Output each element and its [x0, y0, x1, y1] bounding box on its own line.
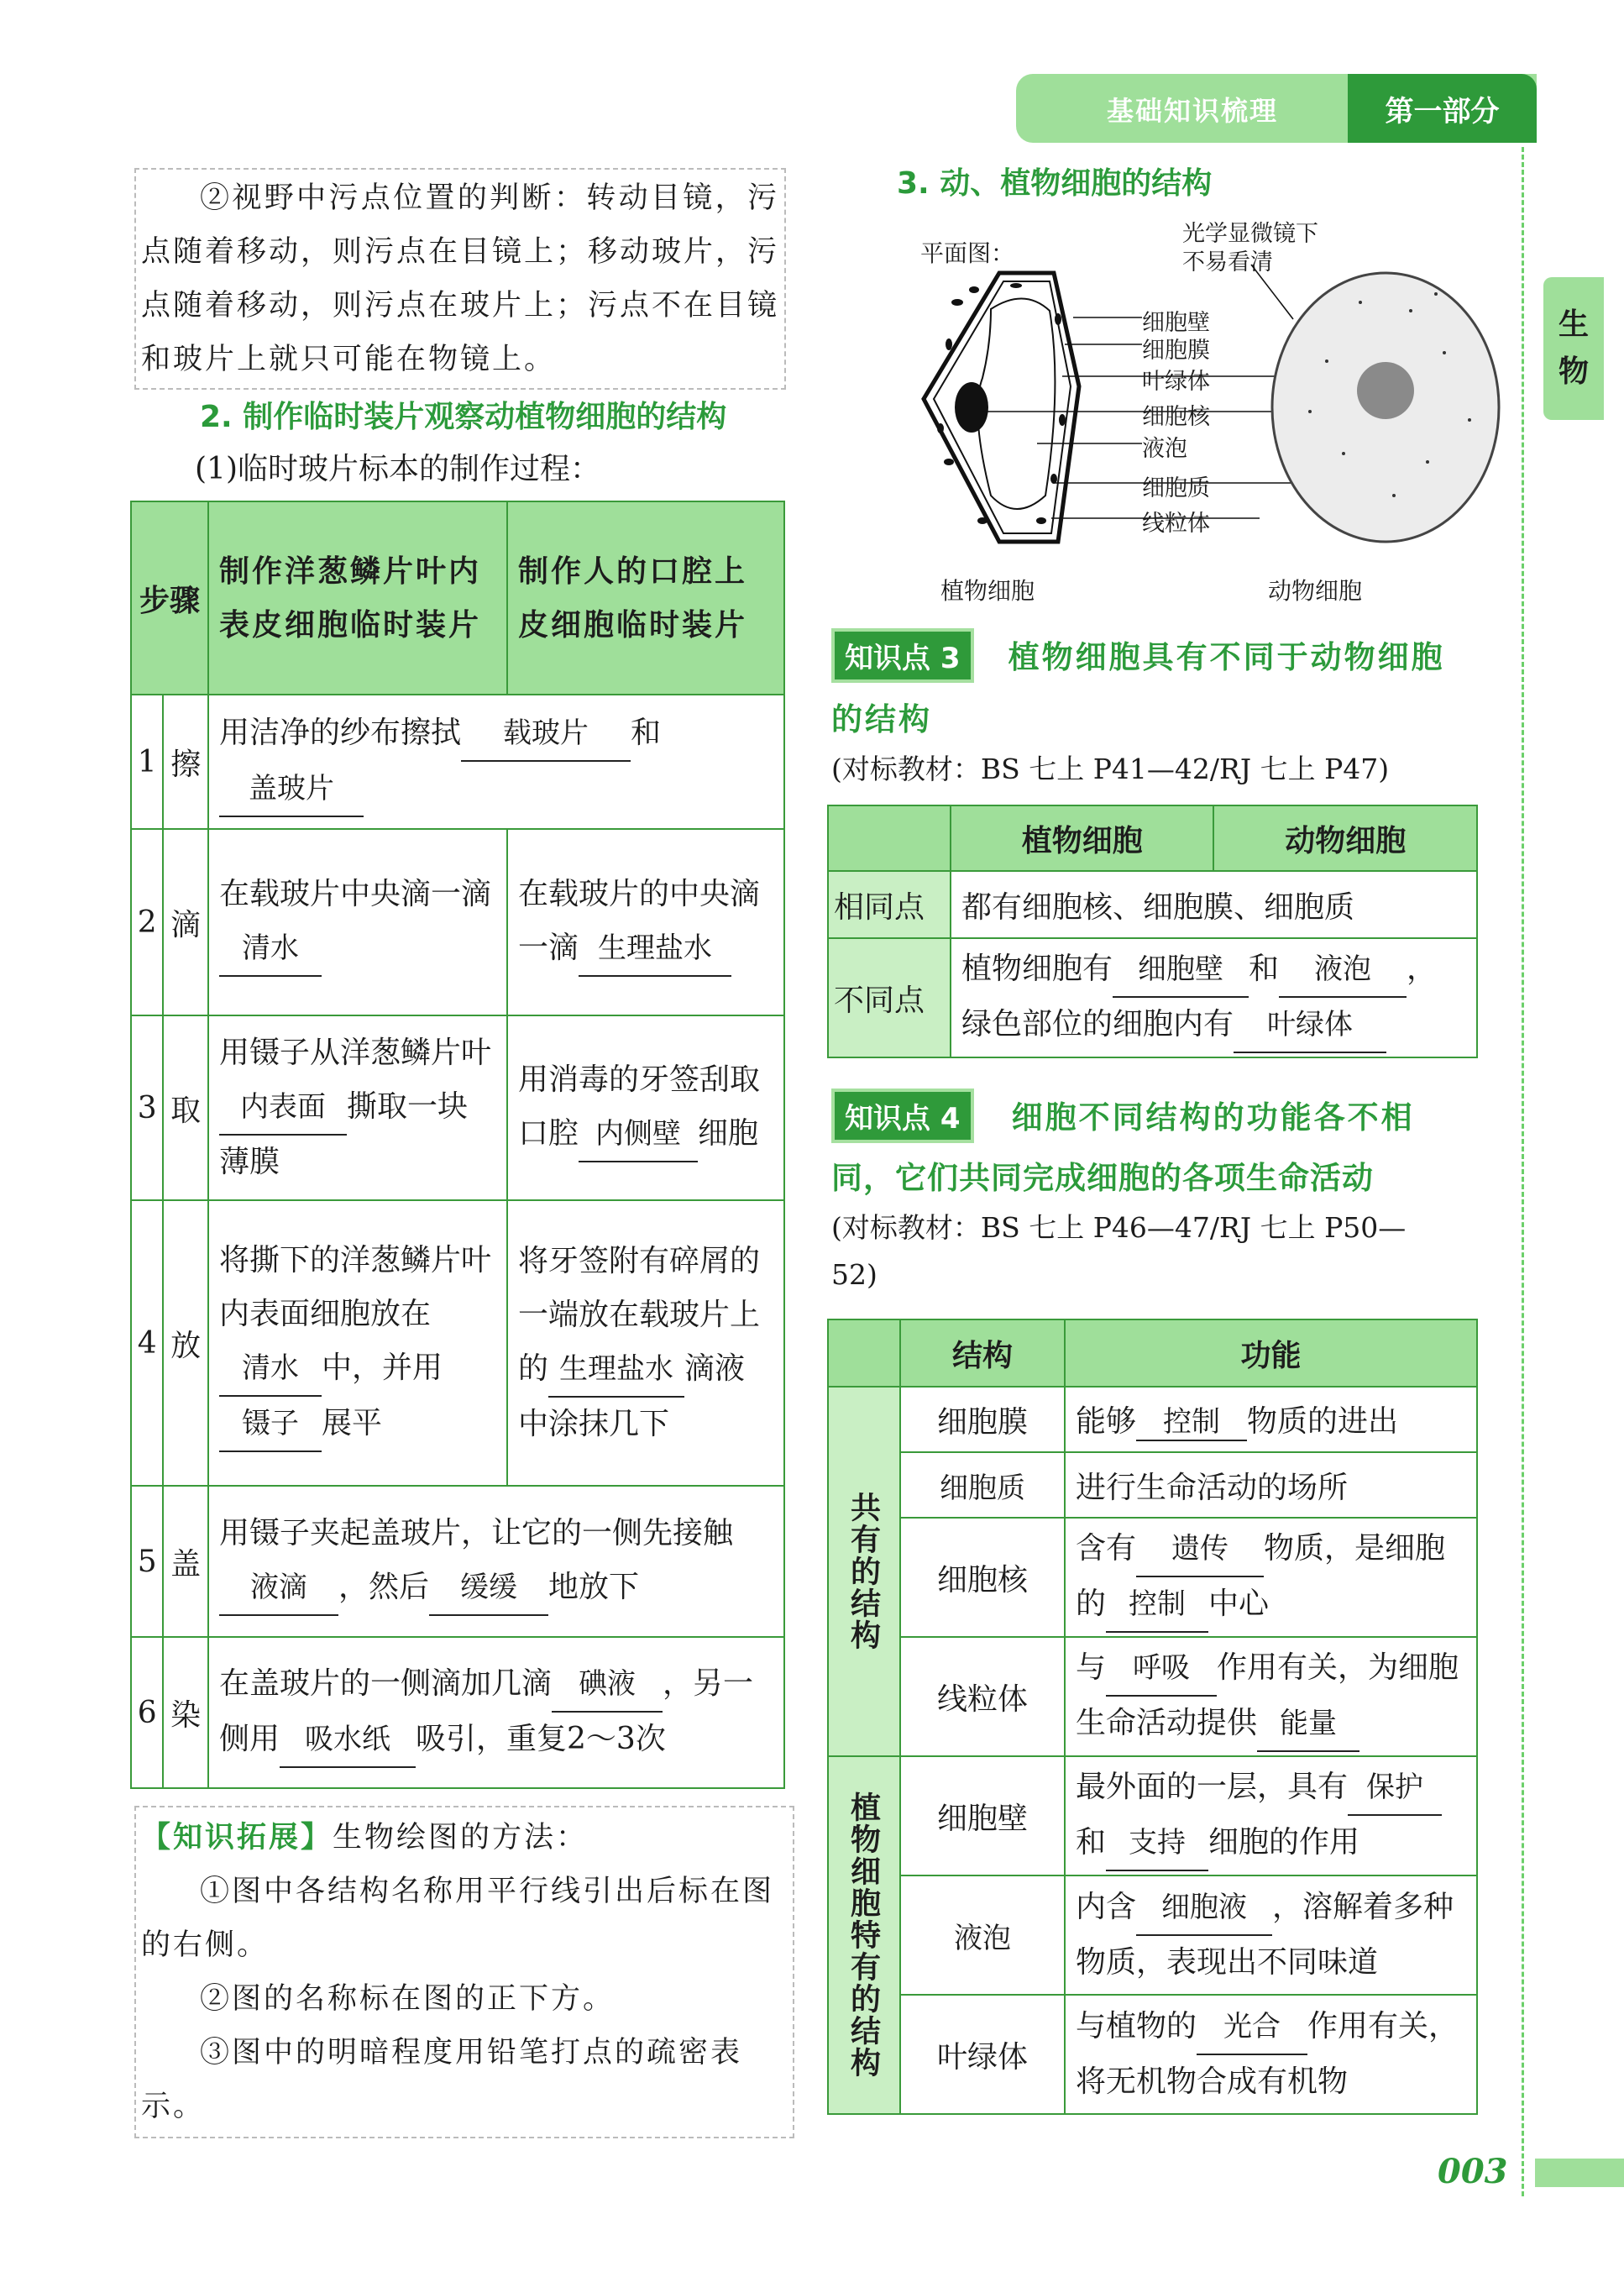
row-step: 擦 [163, 695, 208, 829]
cell-text: 植物细胞有 [961, 952, 1113, 986]
ext-title: 生物绘图的方法： [333, 1821, 589, 1854]
table-row [131, 829, 784, 1015]
kp4-group-common: 共有的结构 [828, 1387, 900, 1756]
kp4-reference-2: 52) [831, 1258, 877, 1291]
cell-text: 在载玻片中央滴一滴 [219, 877, 492, 911]
slide-prep-table [130, 501, 785, 1789]
ext-p2: ②图的名称标在图的正下方。 [200, 1982, 616, 2016]
label-chloroplast: 叶绿体 [1142, 369, 1210, 395]
cell-text: 用镊子夹起盖玻片，让它的一侧先接触 [219, 1516, 734, 1550]
cell-text: 含有 [1076, 1531, 1137, 1566]
answer-blank: 细胞液 [1136, 1881, 1272, 1936]
intro-text: ②视野中污点位置的判断：转动目镜，污点随着移动，则污点在目镜上；移动玻片，污点随着移动，则污点在玻片上；污点不在目镜和玻片上就只可能在物镜上。 [141, 181, 780, 376]
cell-text: 物质，是细胞的 [1076, 1531, 1446, 1621]
header-right-title: 第一部分 [1348, 74, 1537, 143]
kp3-title-2: 的结构 [831, 701, 932, 737]
row-step: 染 [163, 1637, 208, 1788]
answer-blank: 控制 [1136, 1398, 1247, 1441]
cell-text: 和 [1076, 1825, 1107, 1860]
kp4-title-2: 同，它们共同完成细胞的各项生命活动 [831, 1160, 1374, 1196]
caption-plant-cell: 植物细胞 [940, 577, 1035, 605]
answer-blank: 控制 [1106, 1577, 1208, 1633]
diagram-note-2: 不易看清 [1182, 249, 1273, 275]
answer-blank: 清水 [219, 921, 322, 977]
label-nucleus: 细胞核 [1142, 404, 1210, 430]
kp4-struct: 细胞核 [900, 1518, 1065, 1637]
row-step: 滴 [163, 829, 208, 1015]
label-cell-membrane: 细胞膜 [1142, 338, 1210, 364]
cell-text: 在载玻片的中央滴一滴 [518, 877, 761, 965]
kp4-struct: 液泡 [954, 1921, 1011, 1955]
kp3-title-1: 植物细胞具有不同于动物细胞 [1008, 639, 1445, 675]
answer-blank: 叶绿体 [1234, 998, 1386, 1053]
animal-nucleus-shape [1357, 362, 1414, 419]
table-row [131, 1015, 784, 1200]
row-num: 3 [131, 1015, 163, 1200]
row-num: 6 [131, 1637, 163, 1788]
kp3-reference: (对标教材：BS 七上 P41—42/RJ 七上 P47) [831, 753, 1390, 785]
kp4-corner [828, 1319, 900, 1387]
cell-text: 用消毒的牙签刮取口腔 [518, 1062, 761, 1151]
row-step: 盖 [163, 1486, 208, 1637]
th-step: 步骤 [131, 501, 208, 695]
intro-box [134, 168, 786, 390]
page-number: 003 [1438, 2152, 1508, 2191]
margin-dashed-line [1522, 147, 1524, 2196]
section2-title: 2. 制作临时装片观察动植物细胞的结构 [200, 400, 727, 434]
cell-text: 与 [1076, 1650, 1107, 1685]
answer-blank: 呼吸 [1106, 1641, 1217, 1697]
answer-blank: 载玻片 [461, 706, 631, 762]
answer-blank: 清水 [219, 1341, 322, 1397]
answer-blank: 缓缓 [429, 1561, 548, 1616]
answer-blank: 内表面 [219, 1080, 347, 1136]
cell-text: 内含 [1076, 1890, 1137, 1924]
cell-text: 撕取一块薄膜 [219, 1089, 469, 1179]
cell-text: 细胞 [698, 1116, 759, 1151]
kp4-struct: 线粒体 [900, 1637, 1065, 1756]
kp4-heading [831, 1089, 1415, 1143]
kp3-corner [828, 805, 951, 871]
ext-label: 【知识拓展】 [141, 1821, 333, 1854]
subject-side-tab [1543, 277, 1604, 420]
table-row [131, 1200, 784, 1486]
cell-text: 作用有关，为细胞生命活动提供 [1076, 1650, 1459, 1740]
kp3-h-plant: 植物细胞 [951, 805, 1213, 871]
answer-blank: 保护 [1348, 1760, 1442, 1816]
cell-text: ，另一侧用 [219, 1666, 754, 1756]
kp4-struct: 叶绿体 [900, 1995, 1065, 2114]
label-mitochondria: 线粒体 [1142, 511, 1210, 537]
kp4-struct: 细胞膜 [900, 1387, 1065, 1452]
cell-text: 作用有关，将无机物合成有机物 [1076, 2009, 1459, 2099]
kp3-tag: 知识点 3 [831, 628, 974, 683]
cell-text: ， [1407, 952, 1438, 986]
answer-blank: 吸水纸 [280, 1713, 416, 1768]
cell-text: 展平 [322, 1406, 383, 1440]
diagram-note-1: 光学显微镜下 [1182, 221, 1318, 247]
row-num: 2 [131, 829, 163, 1015]
cell-text: ，然后 [338, 1570, 430, 1604]
answer-blank: 支持 [1106, 1816, 1208, 1871]
row-num: 5 [131, 1486, 163, 1637]
side-tab-char-1: 生 [1558, 307, 1589, 342]
cell-text: 能够 [1076, 1404, 1137, 1439]
caption-animal-cell: 动物细胞 [1268, 577, 1363, 605]
plant-vacuole-shape [977, 298, 1055, 509]
kp4-reference-1: (对标教材：BS 七上 P46—47/RJ 七上 P50— [831, 1211, 1407, 1244]
kp3-h-animal: 动物细胞 [1213, 805, 1477, 871]
cell-text: 与植物的 [1076, 2009, 1197, 2043]
cell-text: 吸引，重复2～3次 [416, 1722, 666, 1756]
kp4-h-function: 功能 [1065, 1319, 1477, 1387]
answer-blank: 液滴 [219, 1561, 338, 1616]
cell-text: 和 [631, 716, 662, 750]
cell-text: 细胞的作用 [1208, 1825, 1360, 1860]
row-num: 1 [131, 695, 163, 829]
answer-blank: 细胞壁 [1113, 942, 1249, 998]
row-step: 放 [163, 1200, 208, 1486]
cell-text: 绿色部位的细胞内有 [961, 1007, 1234, 1041]
kp4-table [827, 1319, 1478, 2115]
answer-blank: 能量 [1257, 1697, 1359, 1752]
cell-text: 最外面的一层，具有 [1076, 1770, 1349, 1804]
answer-blank: 内侧壁 [579, 1107, 698, 1162]
answer-blank: 盖玻片 [219, 762, 364, 817]
answer-blank: 液泡 [1279, 942, 1407, 998]
ext-p1: ①图中各结构名称用平行线引出后标在图的右侧。 [141, 1875, 775, 1962]
table-row [131, 695, 784, 829]
knowledge-extension-box [134, 1806, 794, 2138]
cell-text: 中，并用 [322, 1351, 443, 1385]
table-row [131, 1486, 784, 1637]
row-num: 4 [131, 1200, 163, 1486]
cell-text: 地放下 [548, 1570, 640, 1604]
kp4-tag: 知识点 4 [831, 1089, 974, 1143]
kp3-same-text: 都有细胞核、细胞膜、细胞质 [951, 871, 1477, 938]
kp4-struct: 细胞壁 [900, 1756, 1065, 1875]
cell-text: 进行生命活动的场所 [1065, 1452, 1477, 1518]
cell-text: 和 [1249, 952, 1280, 986]
cell-text: 用镊子从洋葱鳞片叶 [219, 1036, 492, 1070]
cell-text: 中心 [1208, 1587, 1270, 1621]
section2-subtitle: (1)临时玻片标本的制作过程： [195, 452, 600, 486]
cell-diagram [890, 210, 1511, 613]
table-row [131, 1637, 784, 1788]
kp4-struct: 细胞质 [940, 1471, 1025, 1505]
cell-text: 用洁净的纱布擦拭 [219, 716, 462, 750]
answer-blank: 镊子 [219, 1397, 322, 1452]
answer-blank: 遗传 [1136, 1522, 1264, 1577]
footer-bar [1535, 2159, 1624, 2187]
kp3-diff-label: 不同点 [828, 938, 951, 1057]
th-onion: 制作洋葱鳞片叶内表皮细胞临时装片 [208, 501, 507, 695]
cell-text: 在盖玻片的一侧滴加几滴 [219, 1666, 553, 1701]
row-step: 取 [163, 1015, 208, 1200]
cell-text: 将撕下的洋葱鳞片叶内表面细胞放在 [219, 1243, 492, 1331]
kp3-same-label: 相同点 [828, 871, 951, 938]
answer-blank: 生理盐水 [579, 921, 731, 977]
kp3-heading [831, 628, 1445, 683]
answer-blank: 光合 [1197, 2000, 1307, 2055]
label-cell-wall: 细胞壁 [1142, 310, 1210, 336]
answer-blank: 生理盐水 [548, 1342, 684, 1398]
label-cytoplasm: 细胞质 [1142, 475, 1210, 501]
cell-text: ，溶解着多种物质，表现出不同味道 [1076, 1890, 1454, 1980]
section3-title: 3. 动、植物细胞的结构 [897, 166, 1213, 201]
kp4-group-plant-only: 植物细胞特有的结构 [828, 1756, 900, 2114]
kp4-h-structure: 结构 [900, 1319, 1065, 1387]
answer-blank: 碘液 [552, 1657, 663, 1713]
kp3-table [827, 805, 1478, 1058]
diagram-plane-label: 平面图： [920, 239, 1015, 267]
cell-text: 物质的进出 [1247, 1404, 1399, 1439]
th-cheek: 制作人的口腔上皮细胞临时装片 [507, 501, 784, 695]
cell-text: 将牙签附有碎屑的一端放在载玻片上的 [518, 1244, 761, 1386]
ext-p3: ③图中的明暗程度用铅笔打点的疏密表示。 [141, 2036, 743, 2123]
kp4-title-1: 细胞不同结构的功能各不相 [1011, 1099, 1415, 1136]
side-tab-char-2: 物 [1558, 354, 1589, 389]
header-left-title: 基础知识梳理 [1106, 95, 1278, 127]
plant-nucleus-shape [955, 382, 988, 433]
label-vacuole: 液泡 [1142, 436, 1187, 462]
cell-text: 滴液中涂抹几下 [518, 1351, 746, 1441]
